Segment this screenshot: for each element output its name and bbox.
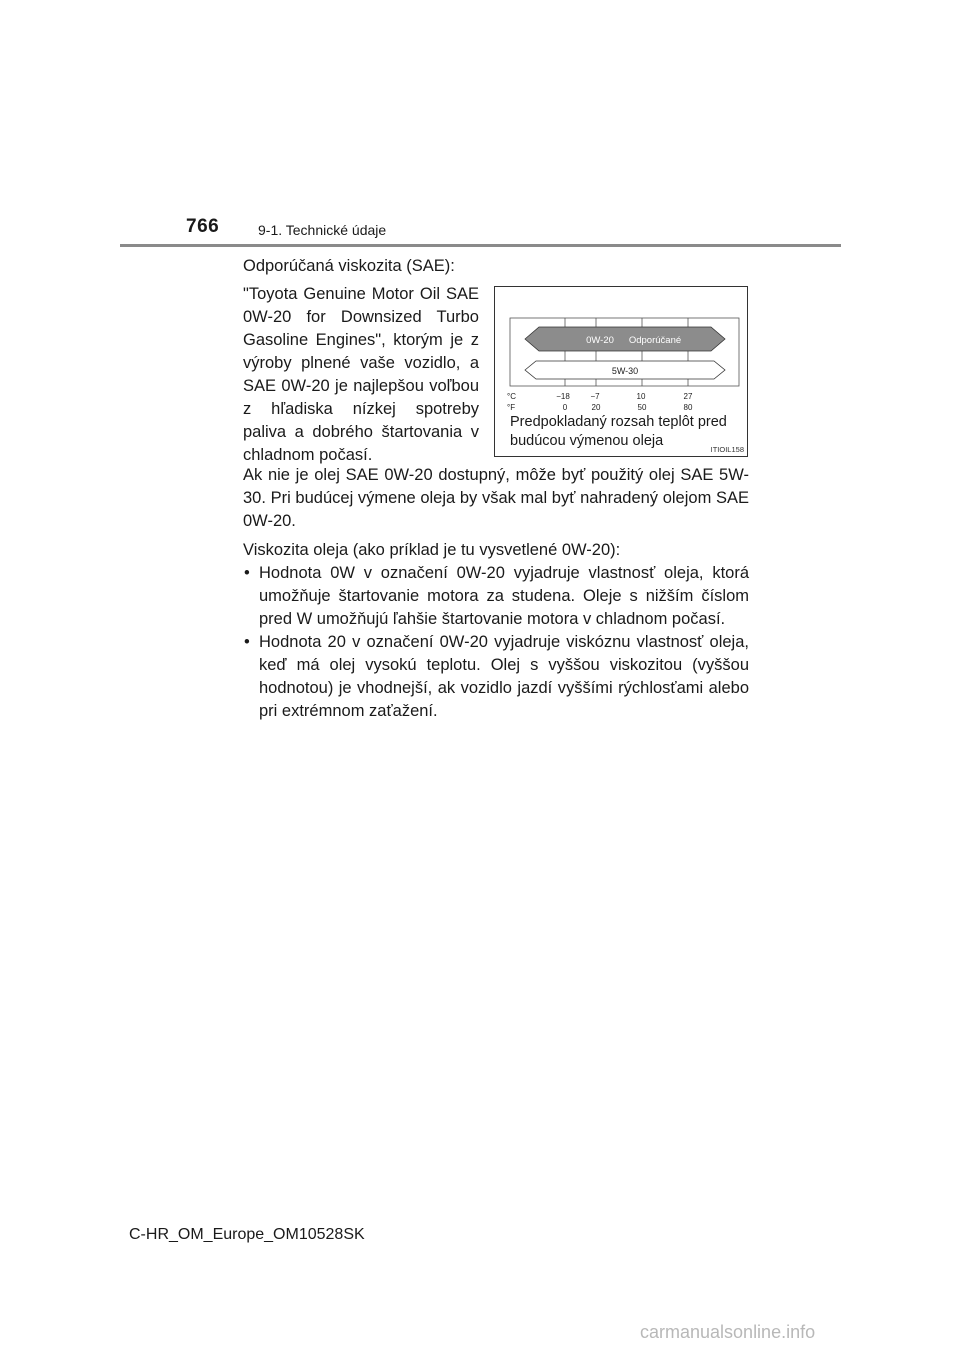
tick-f-2: 20	[591, 403, 601, 412]
celsius-unit: °C	[507, 392, 516, 401]
tick-f-4: 80	[683, 403, 693, 412]
tick-f-1: 0	[562, 403, 568, 412]
list-item	[243, 631, 749, 723]
viscosity-bullet-list	[243, 562, 749, 723]
figure-code: ITIOIL158	[710, 445, 744, 454]
page-number: 766	[186, 216, 220, 237]
tick-c-3: 10	[636, 392, 646, 401]
oil-viscosity-figure	[494, 286, 748, 457]
recommendation-paragraph: "Toyota Genuine Motor Oil SAE 0W-20 for Downsized Turbo Gasoline Engines", ktorým je z výroby plnené vaše vozidlo, a SAE 0W-20 je najlepšou voľbou z hľadiska nízkej spotreby paliva a dobrého štartovania v chladnom počasí.	[243, 285, 479, 464]
recommended-oil-label: 0W-20	[586, 335, 614, 346]
figure-caption: Predpokladaný rozsah teplôt pred budúcou výmenou oleja	[510, 414, 727, 449]
header-divider	[120, 244, 841, 247]
bullet-text: Hodnota 20 v označení 0W-20 vyjadruje viskóznu vlastnosť oleja, keď má olej vysokú teplotu. Olej s vyššou viskozitou (vyššou hodnotou) je vhodnejší, ak vozidlo jazdí vyššími rýchlosťami alebo pri extrémnom zaťažení.	[259, 633, 749, 720]
fahrenheit-unit: °F	[507, 403, 516, 412]
list-item	[243, 562, 749, 631]
watermark: carmanualsonline.info	[640, 1322, 816, 1342]
tick-c-2: −7	[590, 392, 600, 401]
tick-c-4: 27	[683, 392, 693, 401]
recommended-oil-range-arrow	[525, 327, 725, 351]
viscosity-explanation-heading: Viskozita oleja (ako príklad je tu vysvetlené 0W-20):	[243, 541, 621, 559]
viscosity-heading: Odporúčaná viskozita (SAE):	[243, 257, 455, 275]
bullet-glyph: •	[244, 633, 250, 651]
document-id: C-HR_OM_Europe_OM10528SK	[129, 1226, 365, 1243]
tick-c-1: −18	[556, 392, 570, 401]
bullet-glyph: •	[244, 564, 250, 582]
availability-paragraph: Ak nie je olej SAE 0W-20 dostupný, môže byť použitý olej SAE 5W-30. Pri budúcej výmene oleja by však mal byť nahradený olejom SAE 0W-20.	[243, 466, 749, 530]
alternative-oil-label: 5W-30	[611, 366, 639, 376]
tick-f-3: 50	[637, 403, 647, 412]
bullet-text: Hodnota 0W v označení 0W-20 vyjadruje vlastnosť oleja, ktorá umožňuje štartovanie motora za studena. Oleje s nižším číslom pred W umožňujú ľahšie štartovanie motora v chladnom počasí.	[259, 564, 749, 628]
section-title: 9-1. Technické údaje	[258, 222, 387, 238]
recommended-text-label: Odporúčané	[628, 335, 682, 346]
